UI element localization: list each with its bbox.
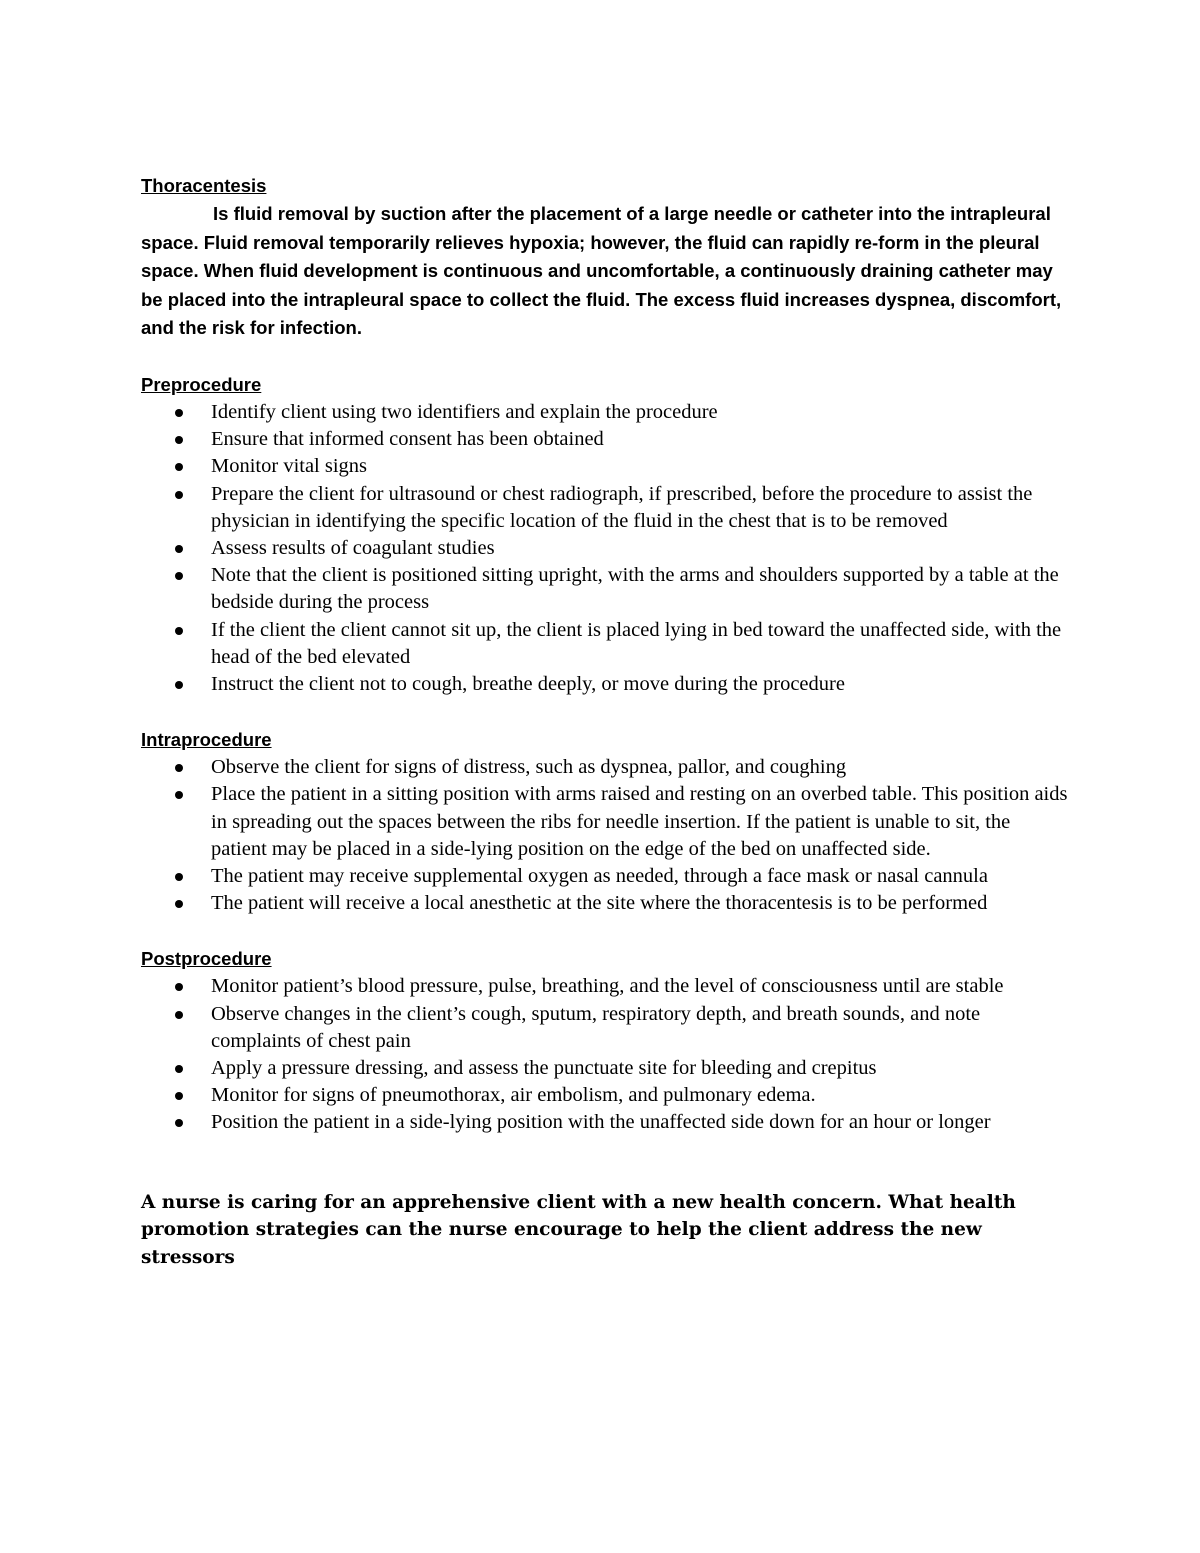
list-item (141, 1082, 1071, 1109)
bullet-list (141, 973, 1071, 1136)
list-item-text: Identify client using two identifiers and explain the procedure (211, 400, 718, 423)
list-item-text: Instruct the client not to cough, breathe deeply, or move during the procedure (211, 673, 845, 695)
list-item (141, 481, 1071, 535)
intro-paragraph: Is fluid removal by suction after the placement of a large needle or catheter into the intrapleural space. Fluid removal temporarily relieves hypoxia; however, the fluid can rapidly re-form in the pleural space. When fluid development is continuous and uncomfortable, a continuously draining catheter may be placed into the intrapleural space to collect the fluid. The excess fluid increases dyspnea, discomfort, and the risk for infection. (141, 203, 1062, 339)
list-item (141, 617, 1071, 671)
list-item-text: Assess results of coagulant studies (211, 536, 495, 559)
sections-container (141, 371, 1071, 1137)
bullet-icon (175, 409, 183, 417)
bullet-icon (175, 791, 183, 799)
bullet-icon (175, 873, 183, 881)
list-item-text: Monitor patient’s blood pressure, pulse, breathing, and the level of consciousness until are stable (211, 975, 1004, 998)
list-item-text: Apply a pressure dressing, and assess the punctuate site for bleeding and crepitus (211, 1057, 877, 1080)
bullet-icon (175, 1065, 183, 1073)
bullet-icon (175, 545, 183, 553)
document-title: Thoracentesis (141, 175, 267, 196)
list-item-text: Position the patient in a side-lying position with the unaffected side down for an hour or longer (211, 1111, 991, 1134)
section-heading: Preprocedure (141, 373, 262, 395)
bullet-icon (175, 764, 183, 772)
list-item (141, 426, 1071, 453)
bullet-icon (175, 491, 183, 499)
bullet-list (141, 399, 1071, 698)
list-item (141, 562, 1071, 616)
bullet-icon (175, 900, 183, 908)
list-item-text: Place the patient in a sitting position with arms raised and resting on an overbed table. This position aids in spreading out the spaces between the ribs for needle insertion. If the patient is unable to sit, the patient may be placed in a side-lying position on the edge of the bed on unaffected side. (211, 783, 1068, 860)
bullet-icon (175, 463, 183, 471)
list-item-text: Ensure that informed consent has been obtained (211, 428, 604, 451)
list-item (141, 1001, 1071, 1055)
list-item-text: The patient may receive supplemental oxygen as needed, through a face mask or nasal cannula (211, 865, 988, 888)
list-item (141, 754, 1071, 781)
section-heading: Postprocedure (141, 948, 272, 970)
bullet-icon (175, 436, 183, 444)
section-intraprocedure (141, 726, 1071, 917)
list-item-text: The patient will receive a local anesthetic at the site where the thoracentesis is to be performed (211, 892, 988, 915)
bullet-icon (175, 572, 183, 580)
list-item (141, 453, 1071, 480)
bullet-icon (175, 1011, 183, 1019)
bullet-icon (175, 1119, 183, 1127)
list-item-text: Note that the client is positioned sitting upright, with the arms and shoulders supported by a table at the bedside during the process (211, 564, 1059, 614)
list-item-text: Monitor for signs of pneumothorax, air embolism, and pulmonary edema. (211, 1084, 816, 1107)
list-item (141, 399, 1071, 426)
list-item (141, 973, 1071, 1000)
bullet-icon (175, 627, 183, 635)
list-item-text: Observe the client for signs of distress, such as dyspnea, pallor, and coughing (211, 756, 847, 779)
bullet-icon (175, 983, 183, 991)
list-item-text: Observe changes in the client’s cough, sputum, respiratory depth, and breath sounds, and note complaints of chest pain (211, 1002, 981, 1052)
list-item (141, 863, 1071, 890)
list-item (141, 781, 1071, 863)
document-page (141, 172, 1071, 1271)
bullet-icon (175, 1092, 183, 1100)
list-item-text: If the client the client cannot sit up, the client is placed lying in bed toward the unaffected side, with the head of the bed elevated (211, 618, 1062, 668)
list-item-text: Monitor vital signs (211, 455, 368, 478)
question-paragraph: A nurse is caring for an apprehensive client with a new health concern. What health promotion strategies can the nurse encourage to help the client address the new stressors (141, 1191, 1016, 1268)
section-heading: Intraprocedure (141, 729, 272, 751)
bullet-icon (175, 681, 183, 689)
list-item (141, 890, 1071, 917)
list-item-text: Prepare the client for ultrasound or chest radiograph, if prescribed, before the procedure to assist the physician in identifying the specific location of the fluid in the chest that is to be removed (211, 482, 1033, 532)
list-item (141, 1109, 1071, 1136)
section-preprocedure (141, 371, 1071, 698)
list-item (141, 1055, 1071, 1082)
list-item (141, 671, 1071, 698)
section-postprocedure (141, 945, 1071, 1136)
bullet-list (141, 754, 1071, 917)
list-item (141, 535, 1071, 562)
